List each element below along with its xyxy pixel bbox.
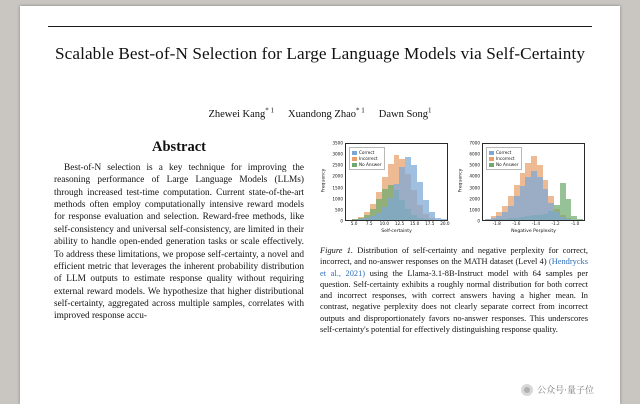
chart2-plot-area [482,143,585,221]
legend-swatch-correct [352,151,357,155]
author-3-marks: 1 [428,106,432,114]
chart1-xticks: 5.0 7.5 10.0 12.5 15.0 17.5 20.0 [350,221,450,226]
legend-swatch-incorrect [489,157,494,161]
left-column [54,139,304,323]
watermark-logo-icon [521,384,533,396]
legend-swatch-noanswer [352,163,357,167]
chart2-legend [486,147,522,170]
chart1-ylabel: Frequency [321,168,327,192]
citation-link[interactable]: (Hendrycks et al., 2021) [320,257,588,278]
chart1-xlabel: Self-certainty [381,229,412,234]
legend-swatch-noanswer [489,163,494,167]
watermark [521,383,594,396]
watermark-text: 公众号·量子位 [537,386,594,396]
figure-1 [320,139,588,237]
legend-label-incorrect: Incorrect [359,155,378,161]
legend-label-noanswer: No Answer [496,161,519,167]
author-1: Zhewei Kang$^{* 1}$ [208,106,275,120]
figure-caption-part2: using the Llama-3.1-8B-Instruct model with 64 samples per question. Self-certainty exhibits a roughly normal distribution for both correct and incorrect responses, with correct answers having a higher mean. In contrast, negative perplexity does not clearly separate correct from incorrect outputs and disproportionately favors no-answer responses. This underscores self-certainty's potential for effectively distinguishing response quality. [320,268,588,334]
paper-page [20,6,620,404]
figure-caption-part1: Distribution of self-certainty and negative perplexity for correct, incorrect, and no-answer responses on the MATH dataset (Level 4) [320,246,588,267]
figure-caption-label: Figure 1. [320,246,353,255]
author-1-marks: * 1 [265,106,275,114]
right-column [320,139,588,335]
legend-label-noanswer: No Answer [359,161,382,167]
chart-self-certainty [320,139,451,237]
histogram-bar [441,219,447,220]
chart2-xticks: -1.8 -1.6 -1.4 -1.2 -1.0 [492,221,580,226]
chart2-yticks: 0 1000 2000 3000 4000 5000 6000 7000 [469,140,480,224]
chart2-xlabel: Negative Perplexity [511,229,556,234]
chart-negative-perplexity [457,139,588,237]
author-2-marks: * 1 [356,106,365,114]
legend-swatch-correct [489,151,494,155]
header-rule [48,26,592,27]
abstract-text: Best-of-N selection is a key technique for improving the reasoning performance of Large Language Models (LLMs) through increased test-time computation. Current state-of-the-art methods often employ computationally intensive reward models for response evaluation and selection. Reward-free methods, like self-consistency and universal self-consistency, are limited in their ability to handle open-ended generation tasks or scale effectively. To address these limitations, we propose self-certainty, a novel and efficient metric that leverages the inherent probability distribution of LLM outputs to estimate response quality without requiring external reward models. We hypothesize that higher distributional self-certainty, aggregated across multiple samples, correlates with improved response accu- [54,163,304,322]
figure-caption [320,245,588,335]
author-list [46,106,594,120]
chart1-plot-area [345,143,448,221]
chart2-ylabel: Frequency [458,168,464,192]
author-2: Xuandong Zhao$^{* 1}$ [288,106,365,120]
author-3: Dawn Song$^1$ [378,106,432,120]
legend-label-correct: Correct [496,149,512,155]
legend-swatch-incorrect [352,157,357,161]
legend-label-incorrect: Incorrect [496,155,515,161]
chart1-yticks: 0 500 1000 1500 2000 2500 3000 3500 [332,140,343,224]
chart1-legend [349,147,385,170]
legend-label-correct: Correct [359,149,375,155]
page-title: Scalable Best-of-N Selection for Large Language Models via Self-Certainty [54,44,586,63]
abstract-heading: Abstract [152,139,206,155]
